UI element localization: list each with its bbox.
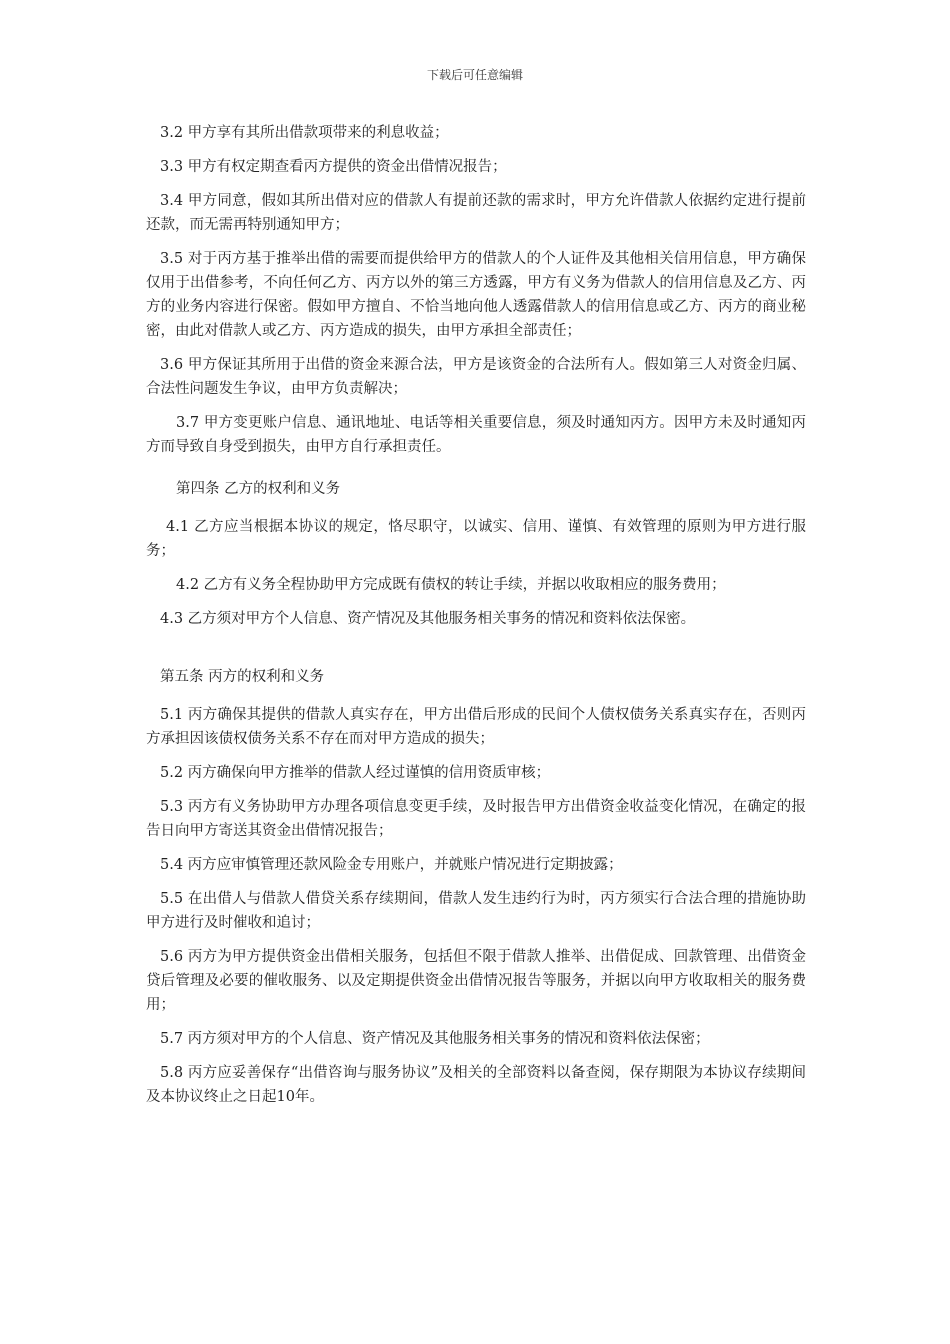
document-body	[146, 121, 806, 1119]
clause-5-8: 5.8 丙方应妥善保存“出借咨询与服务协议”及相关的全部资料以备查阅，保存期限为本协议存续期间及本协议终止之日起10年。	[146, 1065, 806, 1105]
clause-3-4: 3.4 甲方同意，假如其所出借对应的借款人有提前还款的需求时，甲方允许借款人依据约定进行提前还款，而无需再特别通知甲方；	[146, 193, 806, 233]
clause-5-3: 5.3 丙方有义务协助甲方办理各项信息变更手续，及时报告甲方出借资金收益变化情况，在确定的报告日向甲方寄送其资金出借情况报告；	[146, 799, 806, 839]
clause-5-5: 5.5 在出借人与借款人借贷关系存续期间，借款人发生违约行为时，丙方须实行合法合理的措施协助甲方进行及时催收和追讨；	[146, 891, 806, 931]
clause-5-7: 5.7 丙方须对甲方的个人信息、资产情况及其他服务相关事务的情况和资料依法保密；	[160, 1031, 710, 1047]
clause-5-6: 5.6 丙方为甲方提供资金出借相关服务，包括但不限于借款人推举、出借促成、回款管理、出借资金贷后管理及必要的催收服务、以及定期提供资金出借情况报告等服务，并据以向甲方收取相关的服务费用；	[146, 949, 806, 1013]
clause-4-3: 4.3 乙方须对甲方个人信息、资产情况及其他服务相关事务的情况和资料依法保密。	[160, 611, 696, 627]
page-header: 下载后可任意编辑	[426, 68, 523, 82]
clause-4-1: 4.1 乙方应当根据本协议的规定，恪尽职守，以诚实、信用、谨慎、有效管理的原则为甲方进行服务；	[146, 519, 806, 559]
section-5-heading: 第五条 丙方的权利和义务	[160, 669, 325, 685]
clause-4-2: 4.2 乙方有义务全程协助甲方完成既有债权的转让手续，并据以收取相应的服务费用；	[176, 577, 726, 593]
clause-3-7: 3.7 甲方变更账户信息、通讯地址、电话等相关重要信息，须及时通知丙方。因甲方未及时通知丙方而导致自身受到损失，由甲方自行承担责任。	[146, 415, 806, 455]
clause-3-5: 3.5 对于丙方基于推举出借的需要而提供给甲方的借款人的个人证件及其他相关信用信息，甲方确保仅用于出借参考，不向任何乙方、丙方以外的第三方透露，甲方有义务为借款人的信用信息及乙方、丙方的业务内容进行保密。假如甲方擅自、不恰当地向他人透露借款人的信用信息或乙方、丙方的商业秘密，由此对借款人或乙方、丙方造成的损失，由甲方承担全部责任；	[146, 251, 806, 339]
clause-5-1: 5.1 丙方确保其提供的借款人真实存在，甲方出借后形成的民间个人债权债务关系真实存在，否则丙方承担因该债权债务关系不存在而对甲方造成的损失；	[146, 707, 806, 747]
clause-3-6: 3.6 甲方保证其所用于出借的资金来源合法，甲方是该资金的合法所有人。假如第三人对资金归属、合法性问题发生争议，由甲方负责解决；	[146, 357, 806, 397]
section-4-heading: 第四条 乙方的权利和义务	[176, 481, 341, 497]
clause-3-3: 3.3 甲方有权定期查看丙方提供的资金出借情况报告；	[160, 159, 507, 175]
clause-5-2: 5.2 丙方确保向甲方推举的借款人经过谨慎的信用资质审核；	[160, 765, 551, 781]
clause-3-2: 3.2 甲方享有其所出借款项带来的利息收益；	[160, 125, 449, 141]
clause-5-4: 5.4 丙方应审慎管理还款风险金专用账户，并就账户情况进行定期披露；	[160, 857, 623, 873]
